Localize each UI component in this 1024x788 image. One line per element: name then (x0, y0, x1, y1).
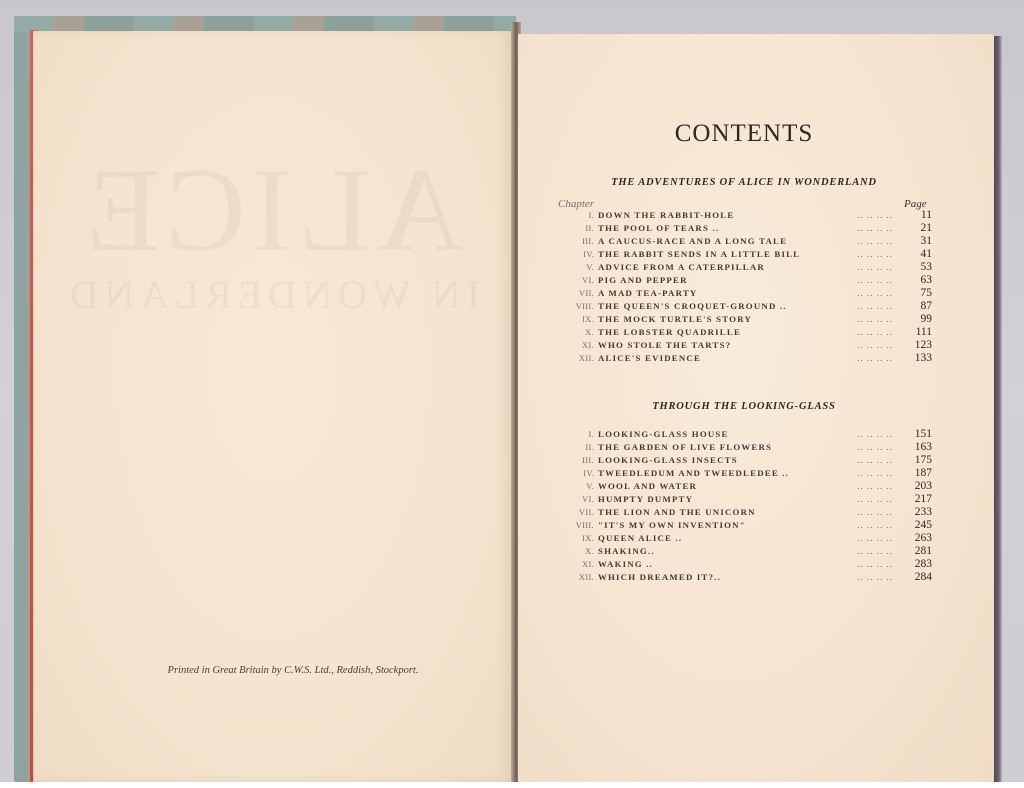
chapter-title: THE RABBIT SENDS IN A LITTLE BILL (598, 249, 801, 259)
toc-entry (558, 545, 932, 558)
chapter-page-number: 99 (920, 313, 932, 325)
left-page (33, 31, 511, 782)
toc-entry (558, 313, 932, 326)
dot-leader: .. .. .. .. (857, 262, 893, 272)
chapter-page-number: 203 (914, 480, 932, 492)
dot-leader: .. .. .. .. (857, 340, 893, 350)
chapter-page-number: 53 (920, 261, 932, 273)
toc-entry (558, 326, 932, 339)
chapter-page-number: 21 (920, 222, 932, 234)
toc-looking-glass (558, 428, 932, 584)
right-page-edge (994, 36, 1002, 782)
toc-entry (558, 467, 932, 480)
toc-entry (558, 222, 932, 235)
chapter-number: IV. (583, 249, 594, 259)
dot-leader: .. .. .. .. (857, 275, 893, 285)
chapter-title: ADVICE FROM A CATERPILLAR (598, 262, 765, 272)
column-header-chapter: Chapter (558, 198, 595, 210)
chapter-number: V. (586, 481, 594, 491)
chapter-number: X. (585, 327, 594, 337)
chapter-number: III. (582, 236, 594, 246)
dot-leader: .. .. .. .. (857, 249, 893, 259)
chapter-title: PIG AND PEPPER (598, 275, 688, 285)
chapter-number: VI. (582, 494, 594, 504)
chapter-number: II. (585, 223, 594, 233)
dot-leader: .. .. .. .. (857, 455, 893, 465)
dot-leader: .. .. .. .. (857, 546, 893, 556)
toc-wonderland (558, 209, 932, 365)
chapter-title: WHICH DREAMED IT?.. (598, 572, 721, 582)
toc-entry (558, 441, 932, 454)
chapter-number: VI. (582, 275, 594, 285)
toc-entry (558, 493, 932, 506)
chapter-page-number: 281 (914, 545, 932, 557)
chapter-title: "IT'S MY OWN INVENTION" (598, 520, 746, 530)
chapter-title: LOOKING-GLASS INSECTS (598, 455, 738, 465)
toc-entry (558, 454, 932, 467)
toc-entry (558, 209, 932, 222)
chapter-number: I. (588, 429, 594, 439)
page-title: CONTENTS (674, 120, 814, 147)
chapter-number: XI. (582, 559, 594, 569)
chapter-page-number: 187 (914, 467, 932, 479)
toc-entry (558, 571, 932, 584)
chapter-number: II. (585, 442, 594, 452)
chapter-number: III. (582, 455, 594, 465)
toc-entry (558, 339, 932, 352)
chapter-page-number: 175 (914, 454, 932, 466)
chapter-page-number: 284 (914, 571, 932, 583)
toc-entry (558, 352, 932, 365)
dot-leader: .. .. .. .. (857, 468, 893, 478)
dot-leader: .. .. .. .. (857, 494, 893, 504)
dot-leader: .. .. .. .. (857, 429, 893, 439)
chapter-page-number: 263 (914, 532, 932, 544)
column-header-page: Page (904, 198, 927, 210)
chapter-page-number: 283 (914, 558, 932, 570)
chapter-number: VII. (578, 288, 594, 298)
right-page (518, 34, 994, 782)
toc-entry (558, 274, 932, 287)
dot-leader: .. .. .. .. (857, 442, 893, 452)
chapter-page-number: 11 (920, 209, 932, 221)
chapter-page-number: 75 (920, 287, 932, 299)
dot-leader: .. .. .. .. (857, 288, 893, 298)
dot-leader: .. .. .. .. (857, 236, 893, 246)
chapter-number: IV. (583, 468, 594, 478)
dot-leader: .. .. .. .. (857, 572, 893, 582)
chapter-title: ALICE'S EVIDENCE (598, 353, 702, 363)
dot-leader: .. .. .. .. (857, 327, 893, 337)
chapter-number: V. (586, 262, 594, 272)
chapter-number: I. (588, 210, 594, 220)
chapter-title: TWEEDLEDUM AND TWEEDLEDEE .. (598, 468, 790, 478)
toc-entry (558, 506, 932, 519)
chapter-title: QUEEN ALICE .. (598, 533, 683, 543)
chapter-page-number: 151 (914, 428, 932, 440)
chapter-title: A CAUCUS-RACE AND A LONG TALE (598, 236, 788, 246)
chapter-number: XII. (578, 353, 594, 363)
dot-leader: .. .. .. .. (857, 559, 893, 569)
dot-leader: .. .. .. .. (857, 533, 893, 543)
toc-entry (558, 480, 932, 493)
bleed-through-subtitle: IN WONDERLAND (63, 272, 481, 317)
chapter-title: THE QUEEN'S CROQUET-GROUND .. (598, 301, 787, 311)
dot-leader: .. .. .. .. (857, 210, 893, 220)
chapter-page-number: 111 (915, 326, 932, 338)
chapter-number: X. (585, 546, 594, 556)
printer-imprint: Printed in Great Britain by C.W.S. Ltd., Reddish, Stockport. (167, 665, 419, 676)
chapter-number: VIII. (575, 301, 594, 311)
chapter-title: LOOKING-GLASS HOUSE (598, 429, 729, 439)
toc-entry (558, 300, 932, 313)
toc-entry (558, 235, 932, 248)
chapter-title: A MAD TEA-PARTY (598, 288, 698, 298)
dot-leader: .. .. .. .. (857, 520, 893, 530)
chapter-page-number: 123 (914, 339, 932, 351)
toc-entry (558, 428, 932, 441)
chapter-number: XI. (582, 340, 594, 350)
dot-leader: .. .. .. .. (857, 481, 893, 491)
book-heading-wonderland: THE ADVENTURES OF ALICE IN WONDERLAND (611, 177, 877, 188)
chapter-title: THE MOCK TURTLE'S STORY (598, 314, 752, 324)
chapter-number: VII. (578, 507, 594, 517)
chapter-number: XII. (578, 572, 594, 582)
chapter-number: IX. (582, 314, 594, 324)
dot-leader: .. .. .. .. (857, 223, 893, 233)
chapter-title: WAKING .. (598, 559, 654, 569)
chapter-number: IX. (582, 533, 594, 543)
bleed-through-title: ALICE (80, 143, 464, 276)
chapter-page-number: 233 (914, 506, 932, 518)
toc-entry (558, 558, 932, 571)
book-heading-looking-glass: THROUGH THE LOOKING-GLASS (652, 401, 836, 412)
chapter-title: SHAKING.. (598, 546, 655, 556)
toc-entry (558, 532, 932, 545)
chapter-title: WOOL AND WATER (598, 481, 698, 491)
dot-leader: .. .. .. .. (857, 507, 893, 517)
chapter-title: THE GARDEN OF LIVE FLOWERS (598, 442, 773, 452)
chapter-number: VIII. (575, 520, 594, 530)
toc-entry (558, 248, 932, 261)
dot-leader: .. .. .. .. (857, 301, 893, 311)
chapter-title: THE POOL OF TEARS .. (598, 223, 720, 233)
chapter-title: HUMPTY DUMPTY (598, 494, 694, 504)
dot-leader: .. .. .. .. (857, 314, 893, 324)
toc-entry (558, 261, 932, 274)
chapter-page-number: 31 (920, 235, 932, 247)
chapter-title: WHO STOLE THE TARTS? (598, 340, 732, 350)
toc-entry (558, 287, 932, 300)
chapter-title: THE LION AND THE UNICORN (598, 507, 756, 517)
chapter-page-number: 163 (914, 441, 932, 453)
chapter-page-number: 133 (914, 352, 932, 364)
chapter-page-number: 41 (920, 248, 932, 260)
toc-entry (558, 519, 932, 532)
dot-leader: .. .. .. .. (857, 353, 893, 363)
cover-top-edge (14, 16, 516, 32)
chapter-page-number: 87 (920, 300, 932, 312)
chapter-page-number: 217 (914, 493, 932, 505)
chapter-page-number: 245 (914, 519, 932, 531)
scan-bottom-margin (0, 782, 1024, 788)
chapter-title: DOWN THE RABBIT-HOLE (598, 210, 735, 220)
chapter-title: THE LOBSTER QUADRILLE (598, 327, 742, 337)
chapter-page-number: 63 (920, 274, 932, 286)
